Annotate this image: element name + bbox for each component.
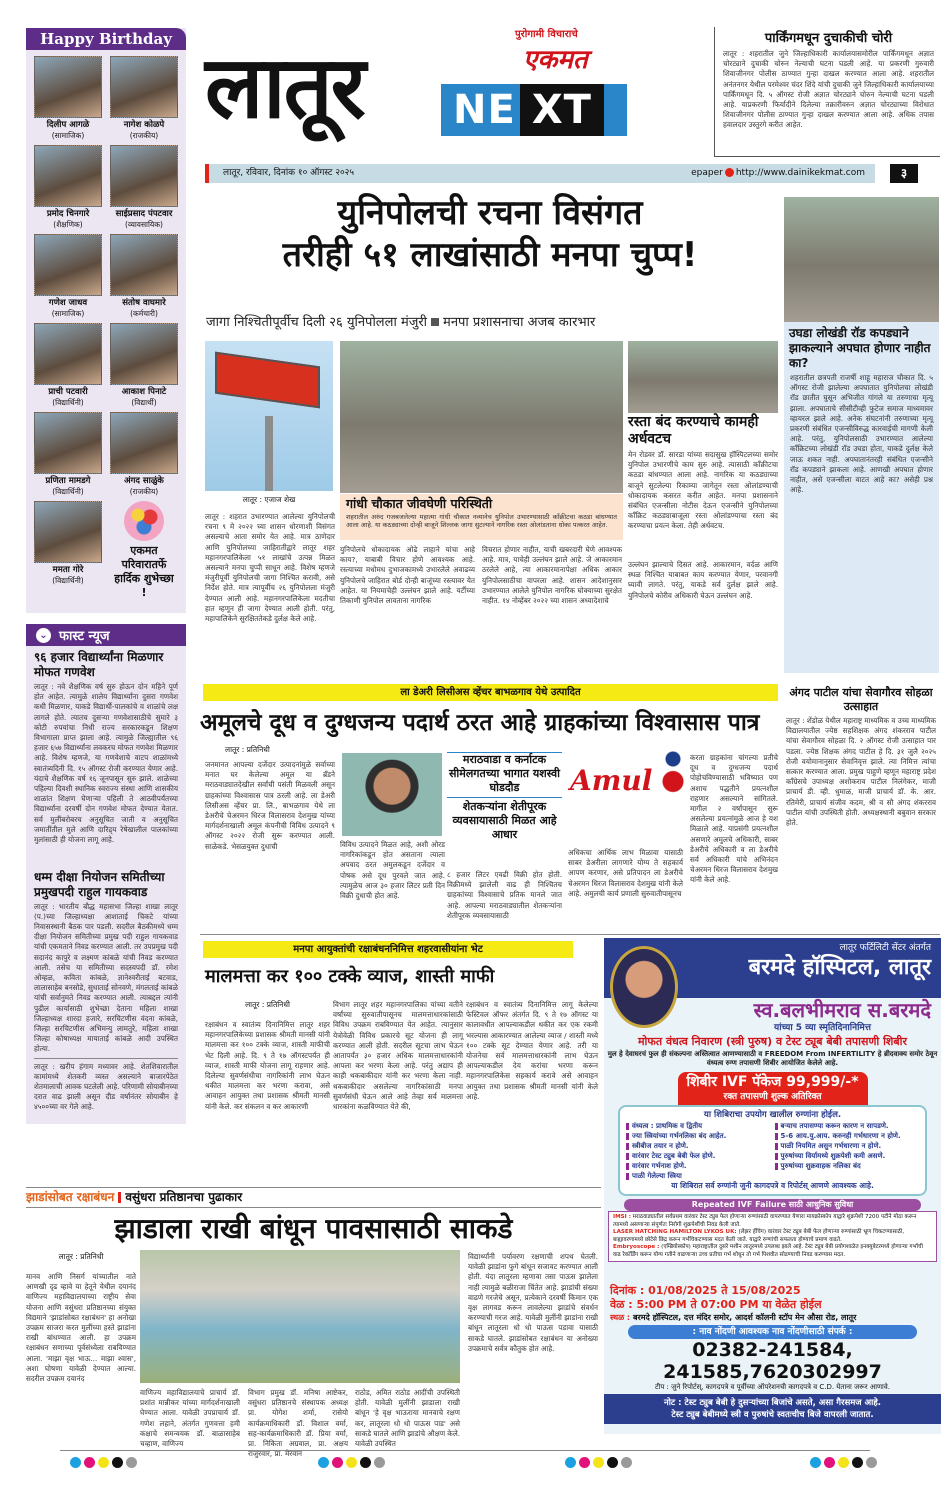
registration-dot: [318, 1457, 329, 1468]
registration-dot: [84, 1457, 95, 1468]
avatar: [34, 56, 102, 118]
birthday-title: Happy Birthday: [26, 28, 186, 50]
memorial-name: स्व.बलभीमराव स.बरमदे: [753, 998, 931, 1022]
registration-dot: [332, 1457, 343, 1468]
birthday-panel: [26, 28, 186, 613]
avatar: [34, 412, 102, 474]
camp-venue: [604, 1312, 941, 1323]
lead-headline: [210, 192, 770, 276]
birthday-person: [34, 501, 102, 600]
birthday-person-name: ममता गोरे: [52, 565, 84, 575]
square-bullet-icon: [431, 318, 439, 326]
birthday-person: [34, 145, 102, 230]
birthday-person-role: (विद्यार्थिनी): [52, 487, 84, 496]
benefit-item: पाळी गेलेल्या स्त्रिया: [626, 1171, 771, 1181]
fast-news-headline-2: धम्म दीक्षा नियोजन समितीच्या प्रमुखपदी राहुल गायकवाड: [34, 869, 165, 899]
dateline: [205, 164, 875, 183]
raksha-body-2: वाणिज्य महाविद्यालयाचे प्राचार्य डॉ. प्रशांत मान्नीकर यांच्या मार्गदर्शनाखाली घेण्यात आला. यावेळी उपप्राचार्य डॉ. गणेश लहाने, अंतर्गत गुणवत्ता हमी कक्षाचे समन्वयक डॉ. बाळासाहेब चव्हाण, वाणिज्य: [140, 1388, 240, 1449]
divider: [34, 1058, 178, 1059]
ivf-item: [613, 1214, 932, 1229]
birthday-person-role: (विद्यार्थी): [131, 398, 157, 407]
lead-subhead-b: मनपा प्रशासनाचा अजब कारभार: [443, 315, 596, 330]
ivf-item: [613, 1229, 932, 1244]
gandhi-chowk-title: गांधी चौकात जीवघेणी परिस्थिती: [346, 496, 493, 511]
fast-news-panel: [26, 624, 186, 1124]
tax-body-2: विभाग लातूर शहर महानगरपालिका यांच्या वतीने वर्षांच्या सुरुवातीपासूनच मालमत्ताधारकांसाठी विविध उपक्रम राबविण्यात येत आहेत. त्यानुसार येत्रोवेळी विविध प्रकारचे सूट योजना ही लागू करण्यात आली होती. सदरील सूटचा लाभ घेऊन आतापर्यंत ३० हजार अधिक मालमत्ताधारकांनी आपला कर भरणा केला आहे. परंतु अद्याप ही काही थकबाकीदार यांनी कर भरणा केला नाही. थकबाकीदार असलेल्या नागरिकांसाठी मनपा सुवर्णसंधी घेऊन आले आहे तेव्हा सर्व मालमत्ता धारकांना कळविण्यात येते की,: [333, 1000, 463, 1112]
lead-headline-line1: युनिपोलची रचना विसंगत: [337, 193, 643, 233]
birthday-person-role: (शैक्षणिक): [53, 220, 83, 229]
registration-marks-right: [565, 1457, 632, 1468]
registration-banner: : नाव नोंदणी आवश्यक नाव नोंदणीसाठी संपर्क :: [628, 1325, 917, 1339]
road-photo: [628, 341, 778, 413]
registration-dot: [374, 1457, 385, 1468]
raksha-body-3: विभाग प्रमुख डॉ. मनिषा आष्टेकर, वसुंधरा प्रतिष्ठानचे संस्थापक अध्यक्ष प्रा. योगेश शर्मा, रासेयो कार्यक्रमाधिकारी डॉ. विशाल वर्मा, सह-कार्यक्रमाधिकारी डॉ. प्रिया वर्मा, प्रा. निकिता अग्रवाल, प्रा. अक्षय राजुरवार, प्रा. मेरवान: [248, 1388, 348, 1459]
iron-rod-photo: [784, 197, 939, 322]
raksha-body-4: राठोड, अमित राठोड आदींची उपस्थिती होती. यावेळी मुलींनी झाडाला राखी बांधून 'हे वृक्ष भाऊराया मानवाचे रक्षण कर, लातूरला धो धो पाऊस पाड' असे साकडे घातले आणि झाडांचे औक्षण केले. यावेळी उपस्थित: [355, 1388, 460, 1449]
road-story-body: मेन रोडवर डॉ. सारडा यांच्या सदासुख हॉस्पिटलच्या समोर युनिपोल उभारणीचे काम सुरु आहे. त्यासाठी काँक्रीटचा कठडा बांधण्यात आला आहे. नागरिक या कठड्याच्या बाजूने सुटलेल्या रिकाम्या जागेतून रस्ता ओलांडण्याची धोकादायक कसरत करीत आहेत. मनपा प्रशासनाने संबंधित एजन्सीला नोटीस देऊन एजन्सीने युनिपोलच्या कॉंक्रिट कठड्याबाजूला रस्ता ओलांडण्याचा रस्ता बंद करण्याचा प्रयत्न केला. तेही अर्धवटच.: [628, 450, 778, 531]
birthday-person: [110, 412, 178, 497]
note-box: [604, 1394, 941, 1424]
amul-body-1: जनमानत आपल्या दर्जेदार उत्पादनांमुळे सर्वाच्या मनात घर केलेल्या अमूल या ब्रॅंडने मराठवाड्यातदेखील सर्वांची पसंती मिळवली असून ग्राहकांच्या विश्वासास पात्र ठरली आहे. ला डेअरी लिसीअस व्हेंचर प्रा. लि., बाभळगाव येथे ला डेअरीचे चेअरमन धिरज विलासराव देशमुख यांच्या मार्गदर्शनाखाली अमूल कंपनीची विविध उत्पादने ९ ऑगस्ट २०२२ रोजी सुरू करण्यात आली. साळेकडे. भेसळयुक्त दुधाची: [205, 760, 335, 851]
avatar: [34, 145, 102, 207]
birthday-person-name: नागेश कोळपे: [123, 120, 165, 130]
registration-dot: [852, 1457, 863, 1468]
bottom-rule: [60, 1450, 870, 1451]
gandhi-chowk-photo: [340, 341, 623, 493]
benefits-footer: या शिबिरात सर्व रुग्णांनी जुनी कागदपत्रे व रिपोर्टस् आणणे आवश्यक आहे.: [671, 1181, 874, 1190]
gandhi-chowk-body: शहरातील अरुंद गजबजलेल्या महात्मा गांधी चौकात नव्यानेच युनिपोल उभारण्यासाठी काँक्रीटचा कठडा बांधण्यात आला आहे. या कठड्याच्या दोन्ही बाजूने शिल्लक जागा सुटल्याने नागरिक रस्ता ओलांडताना धोका पत्करत आहेत.: [346, 513, 617, 529]
dateline-text: लातूर, रविवार, दिनांक १० ऑगस्ट २०२५: [223, 168, 355, 178]
birthday-person-role: (विद्यार्थिनी): [52, 576, 84, 585]
fast-news-header: [26, 624, 186, 646]
registration-dot: [824, 1457, 835, 1468]
raksha-body-1: मानव आणि निसर्ग यांच्यातील नाते आणखी दृढ व्हावे या हेतूने येथील दयानंद वाणिज्य महाविद्यालयाच्या राष्ट्रीय सेवा योजना आणि वसुंधरा प्रतिष्ठानच्या संयुक्त विद्यमाने 'झाडांसोबत रक्षाबंधन' हा अनोखा उपक्रम साजरा करत मुलींच्या हस्ते झाडांना राखी बांधण्यात आली. हा उपक्रम रक्षाबंधन सणाच्या पूर्वसंध्येला राबविण्यात आला. 'माझा वृक्ष भाऊ... माझा श्वास', अशा घोषणा यावेळी देण्यात आल्या. सदरील उपक्रम दयानंद: [26, 1272, 136, 1384]
fast-news-headline-1: ९६ हजार विद्यार्थ्यांना मिळणार मोफत गणवेश: [34, 650, 164, 679]
fast-news-title: फास्ट न्यूज: [59, 629, 110, 644]
registration-dot: [112, 1457, 123, 1468]
price-note: रक्त तपासणी शुल्क अतिरिक्त: [723, 1092, 822, 1102]
raksha-body-5: विद्यार्थ्यांनी पर्यावरण रक्षणाची शपथ घेतली. यावेळी झाडांना फुगे बांधून सजावट करण्यात आली होती. यंदा लातूरला म्हणावा तसा पाऊस झालेला नाही त्यामुळे बळीराजा चिंतेत आहे. झाडांची संख्या वाढणे गरजेचे असून, प्रत्येकाने दरवर्षी किमान एक वृक्ष लागवड करून लावलेल्या झाडांचे संवर्धन करण्याची गरज आहे. यावेळी मुलींनी झाडांना राखी बांधून लातूरला धो धो पाऊस पडावा यासाठी साकडे घातले. झाडांसोबत रक्षाबंधन या अनोख्या उपक्रमाचे सर्वत्र कौतुक होत आहे.: [468, 1252, 598, 1353]
amul-side-headlines: [447, 752, 562, 842]
photo-credit: लातूर : एजाज शेख: [242, 495, 296, 504]
raksha-byline: लातूर : प्रतिनिधी: [58, 1252, 104, 1261]
birthday-person-role: (सामाजिक): [51, 131, 85, 140]
memorial-portrait: [610, 946, 678, 1028]
registration-marks-far-right: [810, 1457, 877, 1468]
birthday-person-name: प्रणिता मामडगे: [45, 476, 91, 486]
angad-story: [786, 686, 936, 926]
ivf-item-text: (एम्ब्रियोस्कोप) महाराष्ट्रातील दुसरे मशीन लातूरमध्ये उपलब्ध झाले आहे. टेस्ट ट्युब बेबी प्रयोगशाळेत इनक्युबेटरमध्ये होणाऱ्या गर्भाची वाढ रेकॉर्डिंग करून योग्य गतीने वाढणाऱ्या उच्च प्रतीचा गर्भ शोधून तो गर्भ पिशवीत सोडण्याची निवड करण्यास मदत.: [613, 1244, 923, 1258]
epaper-link[interactable]: [691, 164, 865, 183]
ivf-item-label: IMSI :: [613, 1214, 631, 1220]
birthday-person: [110, 145, 178, 230]
birthday-person-role: (व्यावसायिक): [125, 220, 163, 229]
birthday-person: [110, 323, 178, 408]
ivf-item-text: मराठवाड्यातील सर्वप्रथम वारंवार टेस्ट ट्युब फेल होणाऱ्या रुग्णांसाठी वापरण्यात येणारा मायक्रोस्कोप याद्वारे शुक्रपेशी 7200 पटीने मोठा करून त्यामध्ये असणाऱ्या संपूर्णतः निरोगी शुक्रपेशींची निवड केली जाते.: [613, 1214, 917, 1228]
ivf-items: [608, 1211, 937, 1262]
benefit-item: वारंवार टेस्ट ट्युब बेबी फेल होणे.: [626, 1151, 771, 1161]
hospital-ad: [604, 938, 941, 1284]
registration-dot: [621, 1457, 632, 1468]
benefit-item: 5-6 आय.यु.आय. करुनही गर्भधारणा न होणे.: [775, 1131, 920, 1141]
amul-body-5: करता ग्राहकांना चांगल्या प्रतीचे दूध व दुग्धजन्य पदार्थ पोहोचविण्यासाठी भविष्यात पण अशाच पद्धतीने प्रयत्नशील राहणार असल्याने सांगितले. मागील २ वर्षांपासून सुरू असलेल्या प्रयत्नांमुळे आज हे यश मिळाले आहे. याप्रसंगी प्रयत्नशील असणारे अमुलचे अधिकारी, साबर डेअरीचे अधिकारी व ला डेअरीचे सर्व अधिकारी यांचे अभिनंदन चेअरमन धिरज विलासराव देशमुख यांनी केले आहे.: [690, 753, 778, 885]
price-badge: [678, 1072, 868, 1105]
chairman-photo: [342, 753, 442, 836]
lead-body-3: विचरात होणार नाहीत, याची खबरदारी घेणे आवश्यक आहे. मात्र, याचेही उल्लंघन झाले आहे. जे आकारमान ठरलेले आहे, त्या आकारमानापेक्षा अधिक आकार युनिपोलसाठीचा वापरला आहे. शासन आदेशानुसार उभारण्यात आलेले युनिपोल नागरिक घोक्याच्या सुरक्षेत नाहीत. १४ नोव्हेंबर २०२२ च्या शासन अध्यादेशाचे: [482, 545, 622, 606]
avatar: [34, 234, 102, 296]
hospital-ad-footer: [604, 1284, 941, 1434]
raksha-kicker: [26, 1187, 601, 1208]
birthday-person-name: प्रमोद चिनगारे: [46, 209, 90, 219]
next-logo: [441, 84, 627, 136]
lead-subhead: [206, 314, 776, 334]
birthday-person-role: (विद्यार्थिनी): [52, 398, 84, 407]
benefit-item: पाळी नियमित असुन गर्भधारणा न होणे.: [775, 1141, 920, 1151]
chevron-down-icon: ⌄: [36, 628, 51, 643]
masthead-tagline: पुरोगामी विचाराचे: [515, 29, 578, 40]
birthday-person: [34, 234, 102, 319]
tip-text: टीप : जुने रिपोर्टस्, कागदपत्रे व पूर्वीच्या ऑपरेशनची कागदपत्रे व C.D. येताना जरूर आणावे.: [655, 1383, 890, 1391]
birthday-person: [34, 56, 102, 141]
birthday-person: [110, 56, 178, 141]
right-story-headline: उघडा लोखंडी रॉड कपड्याने झाकल्याने अपघात होणार नाहीत का?: [789, 326, 931, 370]
camp-description: मुल हे देवाघरचं फुल ही संकल्पना अस्तित्वात आणण्यासाठी व FREEDOM From INFERTILITY हे ब्रीदवाक्य समोर ठेवून वंध्यत्व रुग्ण तपासणी शिबीर आयोजित केलेले आहे.: [607, 1050, 938, 1067]
ivf-title: Repeated IVF Failure साठी आधुनिक सुविधा: [624, 1199, 921, 1211]
top-story-headline: पार्किंगमधून दुचाकीची चोरी: [764, 31, 893, 46]
ivf-item-label: Embryoscope :: [613, 1244, 660, 1250]
right-story: [784, 197, 939, 673]
memorial-sub: यांच्या 5 व्या स्मृतिदिनानिमित्त: [774, 1023, 871, 1033]
divider: [200, 934, 940, 935]
avatar: [34, 323, 102, 385]
ivf-item: [613, 1244, 932, 1259]
billboard-photo: [205, 341, 333, 491]
angad-body: लातूर : शेंडोळ येथील महाराष्ट्र माध्यमिक व उच्च माध्यमिक विद्यालयातील ज्येष्ठ सहशिक्षक अंगद शंकरराव पाटील यांचा सेवागौरव सोहळा दि. २ ऑगस्ट रोजी उत्साहात पार पडला. ज्येष्ठ शिक्षक अंगद पाटील हे दि. ३१ जुलै २०२५ रोजी वयोमानानुसार सेवानिवृत्त झाले. त्या निमित्त त्यांचा सत्कार करण्यात आला. प्रमुख पाहुणे म्हणून महाराष्ट्र प्रदेश काँग्रेसचे उपाध्यक्ष अशोकराव पाटील निलंगेकर, माजी प्राचार्य डी. व्ही. धुमाळ, माजी प्राचार्य डॉ. के. आर. रतिमेरी, प्राचार्य संजीव कदम, श्री व सौ अंगद शंकरराव पाटील यांची उपस्थिती होती. अध्यक्षस्थानी बबुवान सरकार होते.: [786, 716, 936, 828]
separator-bar: [118, 1192, 121, 1203]
registration-dot: [98, 1457, 109, 1468]
registration-dot: [360, 1457, 371, 1468]
amul-side-headline-1: मराठवाडा व कर्नाटक सीमेलगतच्या भागात यशस्वी घोडदौड: [448, 753, 561, 794]
registration-dot: [346, 1457, 357, 1468]
birthday-person-name: प्राची पटवारी: [48, 387, 88, 397]
lead-body-2: युनिपोलचे धोकादायक ओढे लाहाने यांचा आहे काय?, याबाबी विचार होणे आवश्यक आहे. रस्त्याच्या मधोमध दुभाजकामध्ये उभारलेले अवाढव्य युनिपोलचे जाहिरात बोर्ड दोन्ही बाजूंच्या रस्त्यावर येत आहेत. या नियमाचेही उल्लंघन झाले आहे. यर्टीच्या तिकाणी युनिपोल लावताना नागरिक: [340, 545, 475, 606]
road-story-headline: रस्ता बंद करण्याचे कामही अर्धवटच: [628, 414, 759, 447]
benefit-item: वारंवार गर्भनाश होणे.: [626, 1161, 771, 1171]
road-story: [628, 414, 778, 556]
benefit-item: पुरुषांच्या शुक्रवाहक नलिका बंद: [775, 1161, 920, 1171]
lead-body-4: उल्लंघन झाल्याचे दिसत आहे. आकारमान, वर्दळ आणि स्थळ निश्चित याबाबत काय करण्यात येणार, परवानगी घ्यावी लागते. परंतु, याकडे सर्व दुर्लक्ष झाले आहे. युनिपोलचे कोरीव अधिकारी घेऊन उल्लंघन आहे.: [628, 560, 778, 600]
lead-headline-line2: तरीही ५१ लाखांसाठी मनपा चुप्प!: [282, 235, 698, 275]
birthday-person-name: संतोष वाघमारे: [122, 298, 166, 308]
benefit-item: बऱ्याच तपासण्या करून कारण न सापडणे.: [775, 1121, 920, 1131]
avatar: [110, 412, 178, 474]
registration-dot: [607, 1457, 618, 1468]
ivf-item-text: (लेझर हॅचिंग) वारंवार टेस्ट ट्युब बेबी फेल होणाऱ्या रुग्णांसाठी भ्रूण चिकटण्यासाठी, बाह्यावरणामध्ये छोटेसे छिद्र करून गर्भचिकटण्यास मदत केली जाते. याद्वारे रुग्णांची सफलता होण्याचे प्रमाण वाढते.: [613, 1229, 905, 1243]
tax-body-1: रक्षाबंधन व स्वातंत्र्य दिनानिमित्त लातूर शहर महानगरपालिकेच्या प्रशासक श्रीमती मानसी यांनी मालमत्ता कर १०० टक्के व्याज, शास्ती माफीची भेट दिली आहे. दि. ९ ते १७ ऑगस्टपर्यंत ही व्याज, शास्ती माफी योजना लागू राहणार आहे. दिलेल्या सुवर्णसंधीचा नागरिकांनी लाभ घेऊन थकीत मालमत्ता कर भरणा करावा, असे आवाहन आयुक्त तथा प्रशासक श्रीमती मानसी यांनी केले. कर संकलन व कर आकारणी: [205, 1020, 330, 1111]
hospital-kicker: लातूर फर्टिलिटी सेंटर अंतर्गत: [839, 943, 931, 953]
top-story-box: [714, 27, 940, 157]
amul-logo: Amul: [570, 764, 653, 797]
next-logo-text-t: XT: [520, 84, 604, 136]
birthday-person-name: गणेश जाधव: [48, 298, 88, 308]
divider: [447, 797, 562, 798]
epaper-url: http://www.dainikekmat.com: [735, 168, 865, 178]
birthday-person-role: (राजकीय): [129, 487, 159, 496]
birthday-person-name: दिलीप आगळे: [46, 120, 90, 130]
birthday-person: [34, 323, 102, 408]
tax-headline: मालमत्ता कर १०० टक्के व्याज, शास्ती माफी: [205, 966, 495, 987]
registration-dot: [866, 1457, 877, 1468]
avatar: [34, 501, 102, 563]
benefit-item: स्त्रीबीज तयार न होणे.: [626, 1141, 771, 1151]
benefit-item: वंध्यत्व : प्राथमिक व द्वितीय: [626, 1121, 771, 1131]
fast-news-body-1: लातूर : नवे शैक्षणिक वर्ष सुरु होऊन दोन महिने पूर्ण होत आहेत. त्यामुळे शालेय विद्यार्थ्यांना दुसरा गणवेश कधी मिळणार, याकडे विद्यार्थी-पालकांचे व शाळांचे लक्ष लागले होते. त्यातच दुसऱ्या गणवेशासाठीचे सुमारे ३ कोटी रुपयांचा निधी राज्य सरकारकडून शिक्षण विभागाला प्राप्त झाला आहे. त्यामुळे जिल्ह्यातील ९६ हजार ६५७ विद्यार्थ्यांना लवकरच मोफत गणवेश मिळणार आहे. विशेष म्हणजे, या गणवेशाचे वाटप शाळांमध्ये स्वातंत्र्यदिनी दि. १५ ऑगस्ट रोजी करण्यात येणार आहे. यंदाचे शैक्षणिक वर्ष १६ जूनपासून सुरु झाले. शाळेच्या पहिल्या दिवशी स्थानिक स्वराज्य संस्था आणि शासकीय शाळांत शिक्षण घेणाऱ्या पहिली ते आठवीपर्यंतच्या विद्यार्थ्यांना दरवर्षी दोन गणवेश मोफत देण्यात येतात. सर्व मुलींबरोबरच अनुसूचित जाती व अनुसूचित जमातींतील मुले आणि दारिद्र्य रेषेखालील पालकांच्या मुलांसाठी ही योजना लागू आहे.: [34, 682, 178, 845]
registration-dot: [810, 1457, 821, 1468]
avatar: [110, 56, 178, 118]
phone-numbers[interactable]: 02382-241584, 241585,7620302997: [663, 1339, 882, 1383]
registration-marks-left: [70, 1457, 137, 1468]
venue-text: बरमदे हॉस्पिटल, दत्त मंदिर समोर, आदर्श कॉलनी स्टॉप मेन औसा रोड, लातूर: [632, 1313, 857, 1322]
ivf-item-label: LASER HATCHING HAMILTON LYKOS UK:: [613, 1229, 737, 1235]
benefit-item: पुरुषांच्या विर्यामध्ये शुक्रपेशी कमी असणे.: [775, 1151, 920, 1161]
note-line-2: टेस्ट ट्युब बेबीमध्ये स्त्री व पुरुषांचे स्वतःचीच बिजे वापरली जातात.: [671, 1410, 874, 1420]
fast-news-body-2: लातूर : भारतीय बौद्ध महासभा जिल्हा शाखा लातूर (प.)च्या जिल्हाध्यक्षा आशाताई चिकटे यांच्या निवासस्थानी बैठक पार पडली. सदरील बैठकीमध्ये धम्म दीक्षा नियोजन समितीच्या प्रमुख पदी राहुल गायकवाड यांची एकमताने निवड करण्यात आली. तर उपप्रमुख पदी सदानंद कापुरे व लक्ष्मण कांबळे यांची निवड करण्यात आली. तसेच या समितीच्या सदस्यपदी डॉ. रमेश ओव्हळ, कविता कांबळे, ज्ञानेश्वरीताई बटवाड, लालासाहेब बनसोडे, सुधाताई सोनवणे, मंगलताई कांबळे यांची सर्वानुमते निवड करण्यात आली. त्याबद्दल त्यांनी पुढील कार्यासाठी शुभेच्छा देताना महिला शाखा जिल्हाध्यक्ष शारदा हजारे, सरचिटणीस वंदना कांबळे, जिल्हा सरचिटणीस अभिमन्यु लामतुरे, महिला शाखा जिल्हा कोषाध्यक्ष मायाताई कांबळे आदी उपस्थित होत्या.: [34, 901, 178, 1054]
birthday-person: [110, 234, 178, 319]
avatar: [110, 323, 178, 385]
gandhi-chowk-box: [340, 494, 623, 540]
birthday-person-name: साईप्रसाद पंपटवार: [115, 209, 173, 219]
right-story-body: शहरातील छत्रपती राजर्षी शाहू महाराज चौकात दि. ५ ऑगस्ट रोजी झालेल्या अपघातात युनिपोलचा लोखंडी रॉड छातीत घुसून अभिजीत गांगले या तरुणाचा मृत्यू झाला. अपघाताचे सीसीटीव्ही फुटेज समाज माध्यमावर व्हायरल झाले आहे. अनेक संघटनांनी तरुणाच्या मृत्यू प्रकरणी संबंधित एजन्सीविरुद्ध कारवाईची मागणी केली आहे. परंतु, युनिपोलसाठी उभारण्यात आलेल्या काँक्रिटच्या लोखंडी रॉड उघडा होता, याकडे दुर्लक्ष केले जाऊ शकत नाही. अपघातानंतरही संबंधित एजन्सीने रॉड कपड्याने झाकला आहे. आणखी अपघात होणार नाहीत, असे एजन्सीला वाटत आहे का? असेही प्रश्न आहे.: [790, 373, 933, 495]
epaper-label: epaper: [691, 168, 723, 178]
birthday-person-name: अंगद साळुंके: [124, 476, 164, 486]
tax-body-3: रक्षाबंधन व स्वातंत्र्य दिनानिमित्त लागू केलेल्या फेस्टिवल ऑफर अंतर्गत दि. ९ ते १७ ऑगस्ट या कालावधीत आपल्याकडील थकीत कर एक रकमी भरल्यास आकारण्यात आलेल्या व्याज / शास्ती मध्ये १०० टक्के सूट देण्यात येणार आहे. तरी या योजनेचा सर्व मालमत्ताधारकांनी लाभ घेऊन आपल्याकडील देय करांचा भरणा करून महानगरपालिकेस सहकार्य करावे असे आवाहन आयुक्त तथा प्रशासक श्रीमती मानसी यांनी केले आहे.: [466, 1000, 598, 1101]
masthead-brand: एकमत: [523, 45, 588, 75]
registration-marks-center: [318, 1457, 385, 1468]
birthday-greeting: एकमत परिवारातर्फे हार्दिक शुभेच्छा !: [114, 544, 174, 599]
amul-body-4: अधिकचा आर्थिक लाभ मिळावा यासाठी साबर डेअरीला लागणारे योग्य ते सहकार्य आपण करणार, असे प्रतिपादन ला डेअरीचे चेअरमन धिरज विलासराव देशमुख यांनी केले आहे. अमुलची कार्य प्रणाली सुरुवातीपासूनच: [568, 848, 683, 898]
birthday-person: [34, 412, 102, 497]
amul-mascot-icon: [658, 750, 688, 795]
registration-dot: [126, 1457, 137, 1468]
birthday-person-role: (राजकीय): [129, 131, 159, 140]
registration-dot: [70, 1457, 81, 1468]
birthday-person-name: आकाश पिनाटे: [121, 387, 167, 397]
raksha-kicker-a: झाडांसोबत रक्षाबंधन: [26, 1190, 115, 1204]
birthday-person-role: (कर्मचारी): [130, 309, 158, 318]
amul-body-3: ८ हजार लिटर एवढी विक्री होत होती. विक्रीमध्ये झालेली वाढ ही निश्चितच ग्राहकांच्या विश्वासाचे प्रतिक मानले जात आहे. आपल्या मराठवाड्यातील शेतकऱ्यांना शेतीपूरक व्यवसायासाठी: [447, 870, 562, 920]
tax-kicker: मनपा आयुक्तांची रक्षाबंधननिमित्त शहरवासीयांना भेट: [203, 941, 573, 958]
benefits-list: [626, 1121, 919, 1181]
epaper-icon: [725, 168, 734, 177]
raksha-headline: झाडाला राखी बांधून पावसासाठी साकडे: [114, 1212, 513, 1245]
birthday-grid: [26, 50, 186, 606]
next-logo-text: NE: [453, 87, 516, 133]
tax-byline: लातूर : प्रतिनिधी: [245, 1000, 290, 1009]
amul-headline: अमूलचे दूध व दुग्धजन्य पदार्थ ठरत आहे ग्राहकांच्या विश्वासास पात्र: [200, 710, 760, 736]
raksha-group-photo: [140, 1250, 460, 1383]
venue-label: स्थळ :: [610, 1313, 631, 1322]
benefits-box: [618, 1105, 927, 1196]
raksha-kicker-b: वसुंधरा प्रतिष्ठानचा पुढाकार: [125, 1190, 243, 1204]
amul-byline: लातूर : प्रतिनिधी: [225, 745, 270, 754]
page-number: ३: [890, 164, 918, 183]
price-line: शिबीर IVF पॅकेज 99,999/-*: [686, 1074, 859, 1090]
hospital-name: बरमदे हॉस्पिटल, लातूर: [748, 955, 931, 980]
camp-date: दिनांक : 01/08/2025 ते 15/08/2025: [610, 1284, 801, 1297]
bouquet-icon: [124, 501, 164, 541]
note-line-1: नोट : टेस्ट ट्युब बेबी हे दुसऱ्यांच्या बिजांचे असते, असा गैरसमज आहे.: [664, 1398, 881, 1408]
lead-subhead-a: जागा निश्चितीपूर्वीच दिली २६ युनिपोलला मंजुरी: [206, 315, 428, 330]
angad-headline: अंगद पाटील यांचा सेवागौरव सोहळा उत्साहात: [789, 686, 933, 713]
fast-news-body-3: लातूर : खरीप हंगाम मध्यावर आहे. शेतशिवारातील कामांमध्ये शेतकरी व्यस्त असल्याने बाजारपेठेत शेतमालाची आवक घटलेली आहे. परिणामी सोयाबीनच्या दरात वाढ झाली असून दीड वर्षांनंतर सोयाबीन हे ४५००च्या वर गेले आहे.: [34, 1061, 178, 1112]
amul-kicker: ला डेअरी लिसीअस व्हेंचर बाभळगाव येथे उत्पादित: [203, 684, 778, 701]
benefit-item: ज्या स्त्रियांच्या गर्भनलिका बंद आहेत.: [626, 1131, 771, 1141]
birthday-person-role: (सामाजिक): [51, 309, 85, 318]
amul-side-headline-2: शेतकऱ्यांना शेतीपूरक व्यवसायासाठी मिळत आहे आधार: [452, 800, 557, 841]
masthead-title: लातूर: [205, 38, 364, 138]
registration-dot: [593, 1457, 604, 1468]
camp-time: वेळ : 5:00 PM ते 07:00 PM या वेळेत होईल: [610, 1298, 822, 1311]
registration-dot: [838, 1457, 849, 1468]
camp-title: मोफत वंधत्व निवारण (स्त्री पुरुष) व टेस्ट ट्यूब बेबी तपासणी शिबीर: [637, 1035, 908, 1048]
amul-body-2: विविध उत्पादने मिळत आहे, अशी ओरड नागरिकांकडून होत असताना त्याला अपवाद ठरत अमुलकडून दर्जेदार व पोषक असे दूध पुरवले जात आहे. त्यामुळेच आज ३० हजार लिटर प्रती दिन विक्री दुधाची होत आहे.: [340, 840, 445, 901]
top-story-body: लातूर : शहरातील जुने जिल्हाधिकारी कार्यालयासमोरील पार्किंगमधून अज्ञात चोरट्याने दुचाकी चोरुन नेल्याची घटना घडली आहे. या प्रकरणी गुरुवारी शिवाजीनगर पोलीस ठाण्यात गुन्हा दाखल करण्यात आला आहे. शहरातील अनंतनगर येथील परमेश्वर चंदर शिंदे यांची दुचाकी जुने जिल्हाधिकारी कार्यालयाच्या पार्किंगमधून दि. ५ ऑगस्ट रोजी अज्ञात चोरट्याने चोरुन नेल्याची घटना घडली आहे. याप्रकरणी फिर्यादीने दिलेल्या तक्रारीवरुन अज्ञात चोरट्याच्या विरोधात शिवाजीनगर पोलीस ठाण्यात गुन्हा दाखल करण्यात आला आहे. अधिक तपास हवालदार उस्तुरगे करीत आहेत.: [723, 49, 934, 130]
registration-dot: [565, 1457, 576, 1468]
birthday-greeting-card: [110, 501, 178, 600]
avatar: [110, 145, 178, 207]
registration-dot: [579, 1457, 590, 1468]
lead-body-1: लातूर : शहरात उभारण्यात आलेल्या युनिपोलची रचना ९ मे २०२२ च्या शासन धोरणाशी विसंगत असल्याचे आता समोर येत आहे. मात्र ठाणेदार आणि युनिपोलच्या जाहिरातीद्वारे लातूर शहर महानगरपालिकेला ५१ लाखांचे उत्पन्न मिळत असल्याने मनपा चुप्पी साधून आहे. विशेष म्हणजे मंजुरीपूर्वी युनिपोलची जागा निश्चित करावी, असे निर्देश होते. मात्र त्यापूर्वीच २६ युनिपोलला मंजुरी देण्यात आली आहे. महानगरपालिकेला मदतीचा हात म्हणून ही जागा देण्यात आली होती. परंतु, महापालिकेने सुरक्षिततेकडे दुर्लक्ष केले आहे.: [205, 512, 335, 624]
avatar: [110, 234, 178, 296]
benefits-title: या शिबिराचा उपयोग खालील रुग्णांना होईल.: [703, 1110, 842, 1120]
